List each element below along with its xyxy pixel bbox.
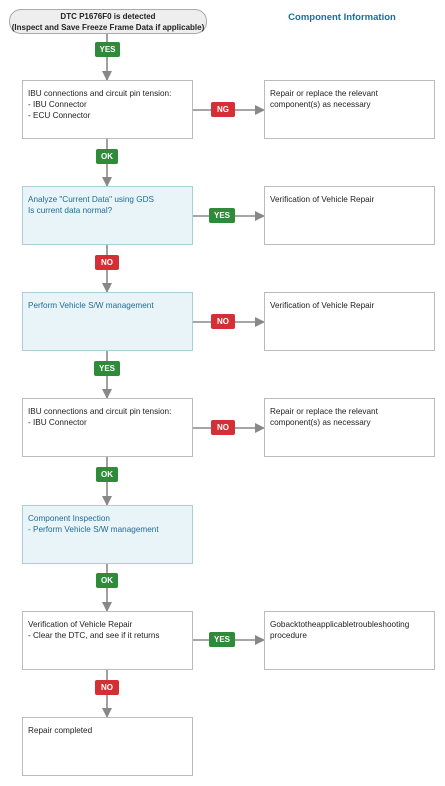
step-3-box <box>22 292 193 351</box>
tag-step-1-side: NG <box>211 102 235 117</box>
step-4-side-box <box>264 398 435 457</box>
step-5-line-1: Component Inspection <box>28 514 110 523</box>
step-1-side-line-2: component(s) as necessary <box>270 100 371 109</box>
step-4-line-2: - IBU Connector <box>28 418 87 427</box>
step-2-side-box <box>264 186 435 245</box>
tag-step-3-side: NO <box>211 314 235 329</box>
step-2-side-line-1: Verification of Vehicle Repair <box>270 195 375 204</box>
step-5-line-2: - Perform Vehicle S/W management <box>28 525 159 534</box>
tag-step-3-down: YES <box>94 361 120 376</box>
tag-step-5-down: OK <box>96 573 118 588</box>
step-6-side-line-1: Gobacktotheapplicabletroubleshooting <box>270 620 410 629</box>
step-4-line-1: IBU connections and circuit pin tension: <box>28 407 172 416</box>
step-2-line-2: Is current data normal? <box>28 206 113 215</box>
step-1-line-1: IBU connections and circuit pin tension: <box>28 89 172 98</box>
step-4-box <box>22 398 193 457</box>
tag-step-4-down: OK <box>96 467 118 482</box>
step-1-side-box <box>264 80 435 139</box>
tag-step-6-down: NO <box>95 680 119 695</box>
step-4-side-line-1: Repair or replace the relevant <box>270 407 378 416</box>
step-6-side-box <box>264 611 435 670</box>
step-3-side-box <box>264 292 435 351</box>
tag-step-2-side: YES <box>209 208 235 223</box>
step-1-box <box>22 80 193 139</box>
start-line-2: (Inspect and Save Freeze Frame Data if applicable) <box>11 22 205 32</box>
step-2-line-1: Analyze "Current Data" using GDS <box>28 195 154 204</box>
step-7-box <box>22 717 193 776</box>
step-3-side-line-1: Verification of Vehicle Repair <box>270 301 375 310</box>
step-6-line-1: Verification of Vehicle Repair <box>28 620 133 629</box>
tag-step-4-side: NO <box>211 420 235 435</box>
component-information-header: Component Information <box>288 12 396 23</box>
step-3-line-1: Perform Vehicle S/W management <box>28 301 154 310</box>
tag-step-1-down: OK <box>96 149 118 164</box>
step-2-box <box>22 186 193 245</box>
tag-start-yes: YES <box>95 42 120 57</box>
step-1-line-3: - ECU Connector <box>28 111 91 120</box>
step-6-box <box>22 611 193 670</box>
step-6-line-2: - Clear the DTC, and see if it returns <box>28 631 160 640</box>
start-node <box>9 9 207 34</box>
step-4-side-line-2: component(s) as necessary <box>270 418 371 427</box>
step-1-line-2: - IBU Connector <box>28 100 87 109</box>
start-line-1: DTC P1676F0 is detected <box>60 11 156 21</box>
step-5-box <box>22 505 193 564</box>
tag-step-6-side: YES <box>209 632 235 647</box>
step-1-side-line-1: Repair or replace the relevant <box>270 89 378 98</box>
step-7-line-1: Repair completed <box>28 726 93 735</box>
tag-step-2-down: NO <box>95 255 119 270</box>
step-6-side-line-2: procedure <box>270 631 307 640</box>
